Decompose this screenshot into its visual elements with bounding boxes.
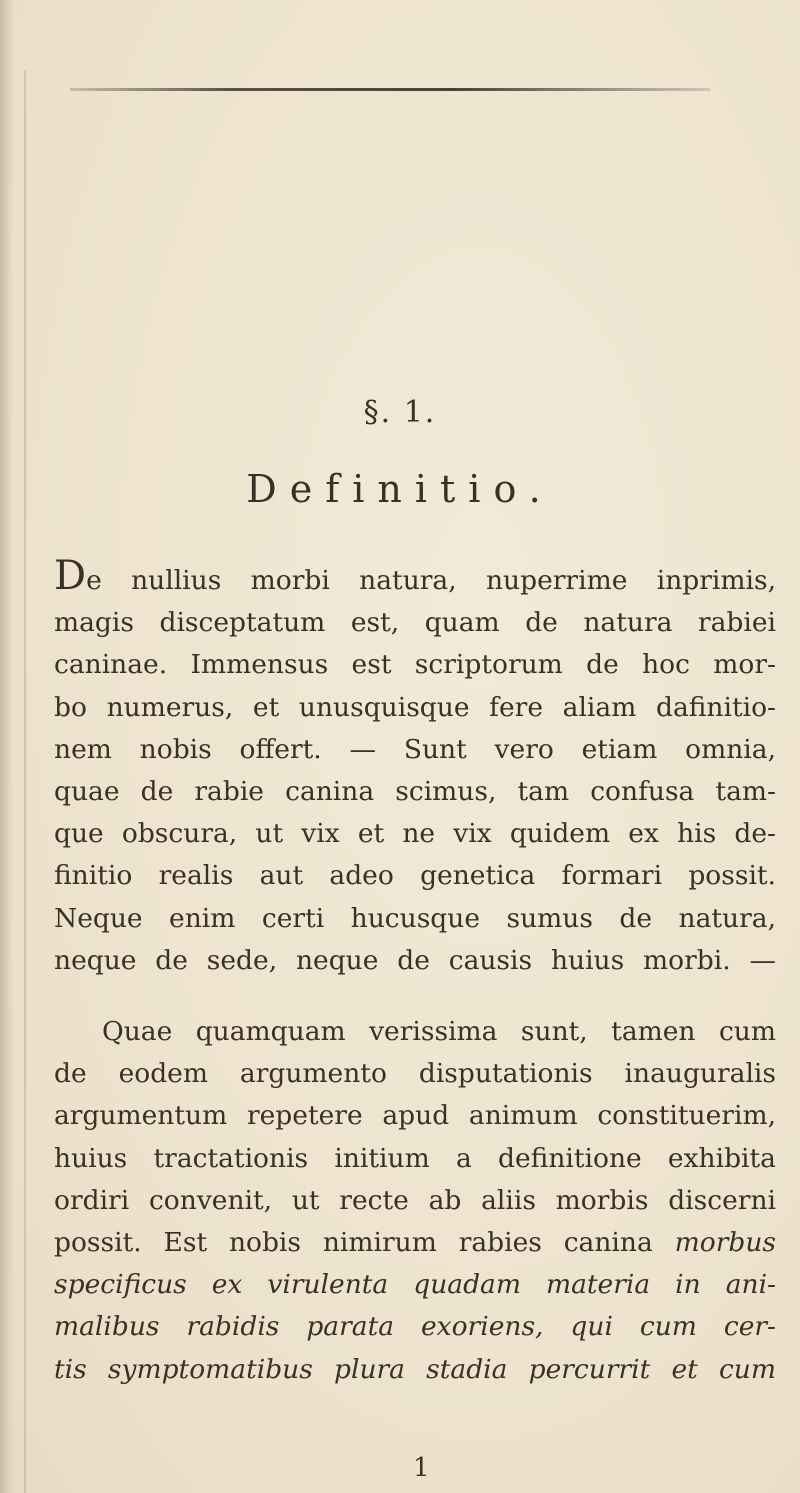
text-line: Neque enim certi hucusque sumus de natura, — [54, 902, 776, 934]
text-line: ordiri convenit, ut recte ab aliis morbis discerni — [54, 1184, 776, 1216]
text-line — [54, 1222, 776, 1264]
text-line-content: possit. Est nobis nimirum rabies canina — [54, 1226, 675, 1258]
text-line: de eodem argumento disputationis inauguralis — [54, 1058, 776, 1090]
text-line-italic: malibus rabidis parata exoriens, qui cum cer- — [54, 1311, 776, 1343]
page-edge-shadow — [0, 0, 14, 1493]
italic-term: morbus — [674, 1226, 776, 1258]
page-number: 1 — [413, 1453, 430, 1483]
section-title: Definitio. — [246, 467, 554, 511]
text-line: bo numerus, et unusquisque fere aliam dafinitio- — [54, 691, 776, 723]
section-mark: §. 1. — [363, 395, 437, 430]
text-line: argumentum repetere apud animum constituerim, — [54, 1100, 776, 1132]
text-line: huius tractationis initium a definitione exhibita — [54, 1142, 776, 1174]
text-line: caninae. Immensus est scriptorum de hoc mor- — [54, 649, 776, 681]
text-line: Quae quamquam verissima sunt, tamen cum — [102, 1016, 776, 1047]
paragraph-1 — [54, 553, 776, 982]
text-line: finitio realis aut adeo genetica formari possit. — [54, 860, 776, 892]
text-line-italic: tis symptomatibus plura stadia percurrit et cum — [54, 1353, 776, 1385]
gutter-line — [24, 70, 26, 1493]
text-line-italic: specificus ex virulenta quadam materia in ani- — [54, 1269, 776, 1301]
text-line: nem nobis offert. — Sunt vero etiam omnia, — [54, 733, 776, 765]
text-line-content: e nullius morbi natura, nuperrime inprimis, — [86, 565, 776, 596]
text-line — [54, 553, 776, 602]
dropcap: D — [54, 553, 87, 599]
text-line: neque de sede, neque de causis huius morbi. — — [54, 944, 776, 976]
text-line: quae de rabie canina scimus, tam confusa tam- — [54, 775, 776, 807]
text-line: magis disceptatum est, quam de natura rabiei — [54, 607, 776, 639]
text-line: que obscura, ut vix et ne vix quidem ex his de- — [54, 818, 776, 850]
top-rule — [70, 88, 710, 91]
paragraph-2 — [54, 1011, 776, 1391]
